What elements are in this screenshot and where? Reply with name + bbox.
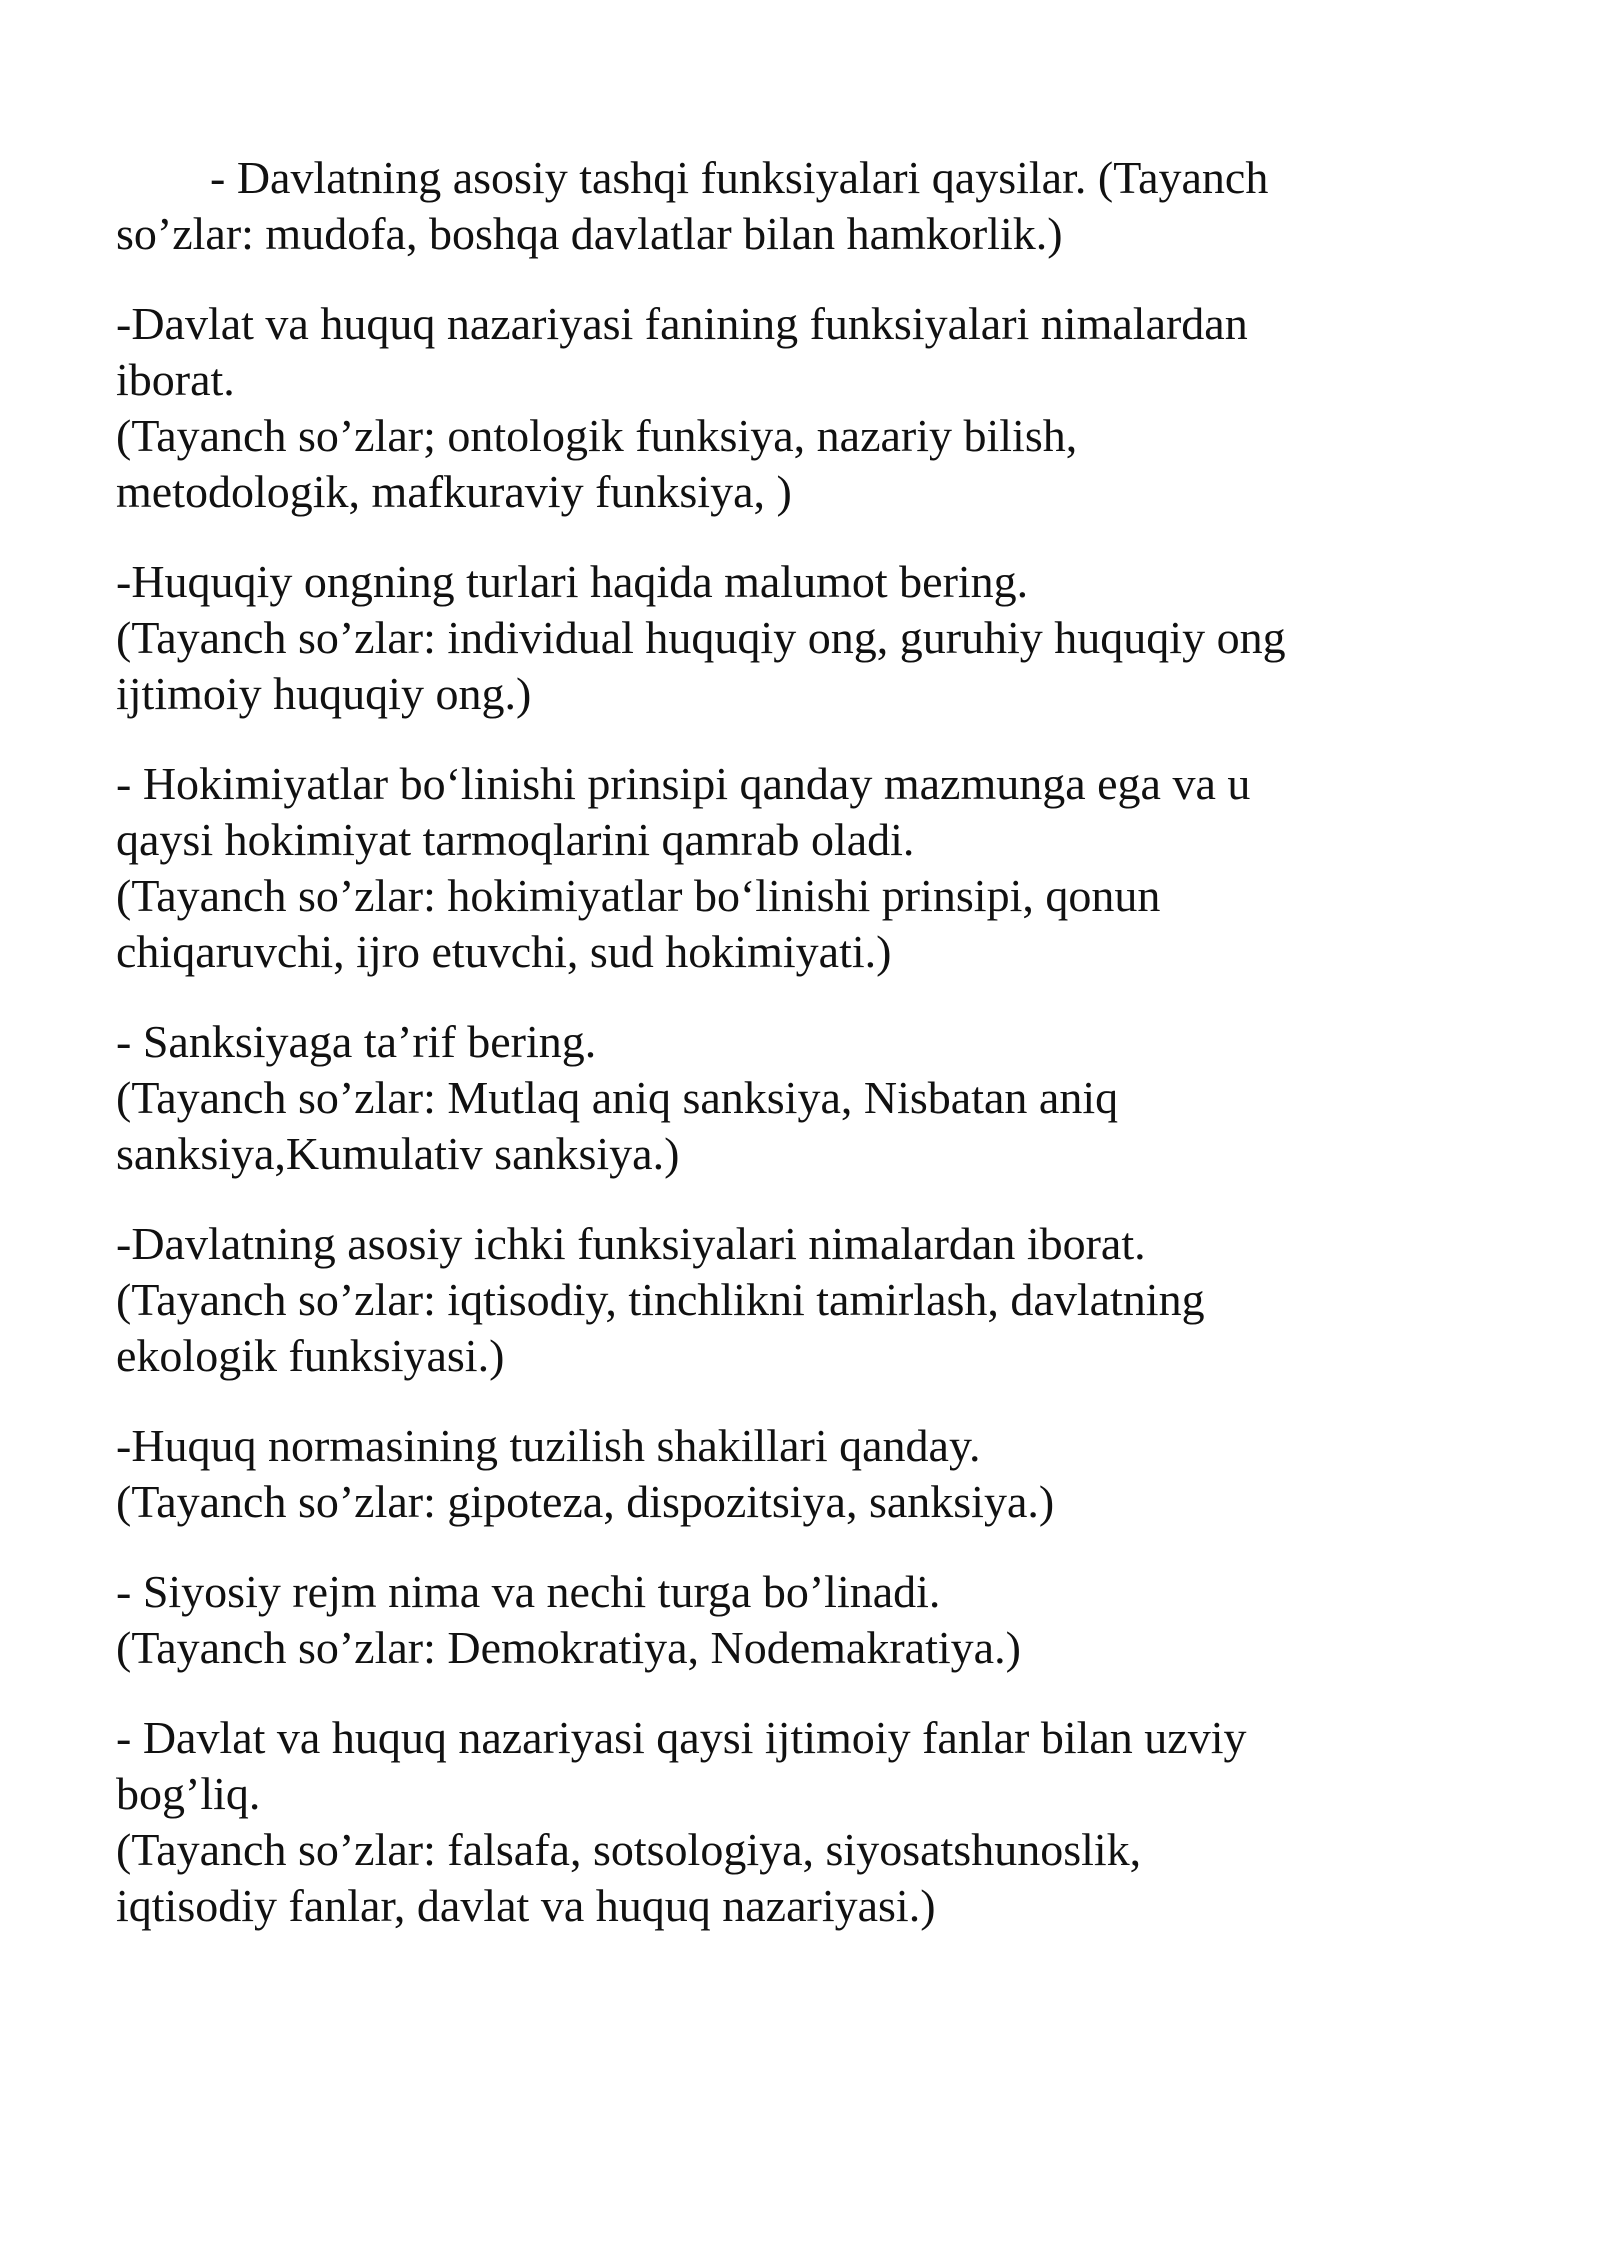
question-block — [116, 1014, 1386, 1182]
text-line: chiqaruvchi, ijro etuvchi, sud hokimiyati.) — [116, 926, 892, 977]
question-block — [116, 756, 1386, 980]
text-line: -Huquqiy ongning turlari haqida malumot bering. — [116, 556, 1029, 607]
text-line: so’zlar: mudofa, boshqa davlatlar bilan hamkorlik.) — [116, 208, 1063, 259]
document-body — [116, 150, 1386, 1968]
text-line: ijtimoiy huquqiy ong.) — [116, 668, 532, 719]
text-line: metodologik, mafkuraviy funksiya, ) — [116, 466, 792, 517]
text-line: (Tayanch so’zlar: Mutlaq aniq sanksiya, Nisbatan aniq — [116, 1072, 1119, 1123]
text-line: (Tayanch so’zlar: gipoteza, dispozitsiya, sanksiya.) — [116, 1476, 1055, 1527]
text-line: -Huquq normasining tuzilish shakillari qanday. — [116, 1420, 981, 1471]
text-line: - Hokimiyatlar bo‘linishi prinsipi qanday mazmunga ega va u — [116, 758, 1251, 809]
text-line: - Davlatning asosiy tashqi funksiyalari qaysilar. (Tayanch — [210, 152, 1269, 203]
question-block — [116, 296, 1386, 520]
text-line: iqtisodiy fanlar, davlat va huquq nazariyasi.) — [116, 1880, 936, 1931]
text-line: (Tayanch so’zlar: iqtisodiy, tinchlikni tamirlash, davlatning — [116, 1274, 1205, 1325]
text-line: sanksiya,Kumulativ sanksiya.) — [116, 1128, 680, 1179]
question-block — [116, 150, 1386, 262]
question-block — [116, 554, 1386, 722]
question-block — [116, 1216, 1386, 1384]
question-block — [116, 1564, 1386, 1676]
question-block — [116, 1418, 1386, 1530]
text-line: (Tayanch so’zlar: individual huquqiy ong, guruhiy huquqiy ong — [116, 612, 1286, 663]
text-line: -Davlatning asosiy ichki funksiyalari nimalardan iborat. — [116, 1218, 1146, 1269]
text-line: - Siyosiy rejm nima va nechi turga bo’linadi. — [116, 1566, 941, 1617]
text-line: (Tayanch so’zlar: Demokratiya, Nodemakratiya.) — [116, 1622, 1021, 1673]
text-line: qaysi hokimiyat tarmoqlarini qamrab oladi. — [116, 814, 915, 865]
text-line: (Tayanch so’zlar: hokimiyatlar bo‘linishi prinsipi, qonun — [116, 870, 1161, 921]
text-line: -Davlat va huquq nazariyasi fanining funksiyalari nimalardan — [116, 298, 1248, 349]
text-line: - Sanksiyaga ta’rif bering. — [116, 1016, 597, 1067]
text-line: - Davlat va huquq nazariyasi qaysi ijtimoiy fanlar bilan uzviy — [116, 1712, 1247, 1763]
text-line: ekologik funksiyasi.) — [116, 1330, 505, 1381]
text-line: bog’liq. — [116, 1768, 261, 1819]
text-line: iborat. — [116, 354, 235, 405]
question-block — [116, 1710, 1386, 1934]
text-line: (Tayanch so’zlar; ontologik funksiya, nazariy bilish, — [116, 410, 1078, 461]
text-line: (Tayanch so’zlar: falsafa, sotsologiya, siyosatshunoslik, — [116, 1824, 1142, 1875]
